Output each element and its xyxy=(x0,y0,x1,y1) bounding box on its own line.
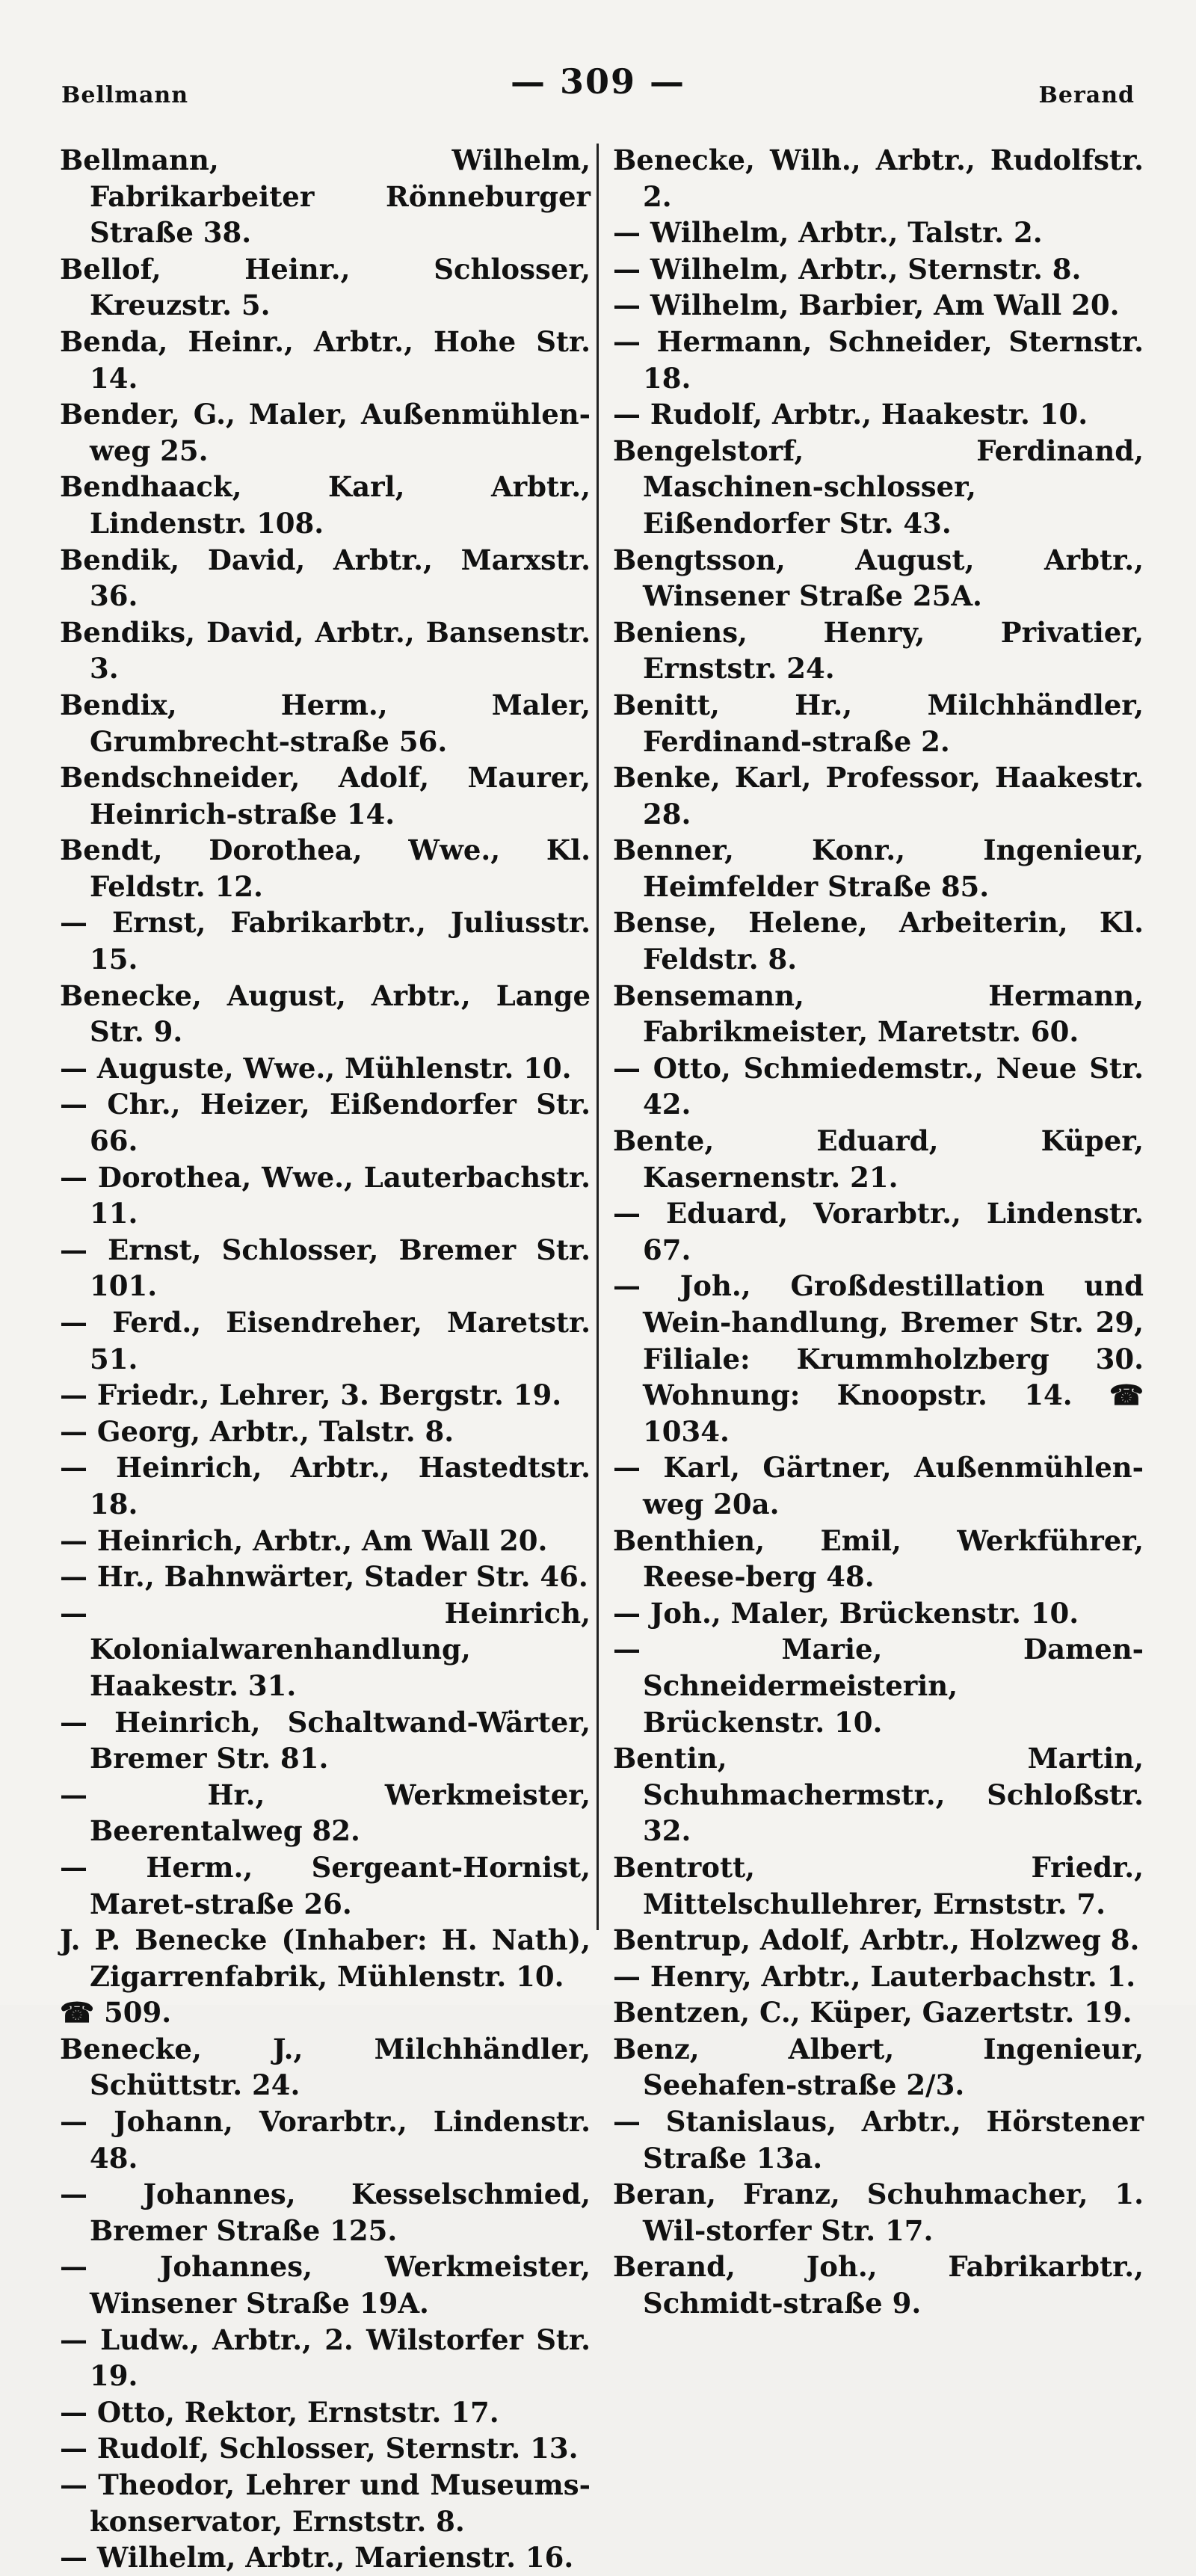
list-item: — Johannes, Kesselschmied, Bremer Straße 125. xyxy=(60,2178,591,2247)
list-item: — Heinrich, Arbtr., Am Wall 20. xyxy=(60,1523,548,1557)
list-item: Bense, Helene, Arbeiterin, Kl. Feldstr. 8. xyxy=(613,906,1144,976)
list-item: Bender, G., Maler, Außenmühlen-weg 25. xyxy=(60,398,591,467)
list-item: J. P. Benecke (Inhaber: H. Nath), Zigarrenfabrik, Mühlenstr. 10. xyxy=(60,1923,591,1993)
left-column xyxy=(60,142,591,2576)
list-item: Berand, Joh., Fabrikarbtr., Schmidt-straße 9. xyxy=(613,2250,1144,2320)
list-item: — Joh., Maler, Brückenstr. 10. xyxy=(613,1596,1079,1630)
list-item: — Ferd., Eisendreher, Maretstr. 51. xyxy=(60,1306,591,1375)
list-item: — Marie, Damen-Schneidermeisterin, Brückenstr. 10. xyxy=(613,1633,1144,1739)
list-item: Benda, Heinr., Arbtr., Hohe Str. 14. xyxy=(60,324,591,395)
list-item: — Friedr., Lehrer, 3. Bergstr. 19. xyxy=(60,1378,562,1412)
page-header xyxy=(54,61,1142,121)
list-item: Bendt, Dorothea, Wwe., Kl. Feldstr. 12. xyxy=(60,833,591,903)
list-item: — Karl, Gärtner, Außenmühlen-weg 20a. xyxy=(613,1451,1144,1520)
list-item: Bellof, Heinr., Schlosser, Kreuzstr. 5. xyxy=(60,252,591,322)
list-item: Benz, Albert, Ingenieur, Seehafen-straße 2/3. xyxy=(613,2032,1144,2102)
header-right-keyword: Berand xyxy=(1038,82,1135,108)
list-item: — Heinrich, Kolonialwarenhandlung, Haakestr. 31. xyxy=(60,1596,591,1702)
list-item: — Chr., Heizer, Eißendorfer Str. 66. xyxy=(60,1088,591,1158)
list-item: Bentrott, Friedr., Mittelschullehrer, Ernststr. 7. xyxy=(613,1850,1144,1920)
page-number: — 309 — xyxy=(510,61,686,102)
list-item: Bengtsson, August, Arbtr., Winsener Straße 25A. xyxy=(613,543,1144,613)
list-item: Benecke, August, Arbtr., Lange Str. 9. xyxy=(60,979,591,1049)
list-item: — Otto, Schmiedemstr., Neue Str. 42. xyxy=(613,1051,1144,1121)
list-item: — Henry, Arbtr., Lauterbachstr. 1. xyxy=(613,1959,1136,1993)
list-item: — Wilhelm, Arbtr., Sternstr. 8. xyxy=(613,252,1082,286)
list-item: Bellmann, Wilhelm, Fabrikarbeiter Rönneburger Straße 38. xyxy=(60,144,591,250)
list-item: — Joh., Großdestillation und Wein-handlung, Bremer Str. 29, Filiale: Krummholzberg 30. Wohnung: Knoopstr. 14. ☎ 1034. xyxy=(613,1269,1144,1448)
list-item: — Johann, Vorarbtr., Lindenstr. 48. xyxy=(60,2105,591,2175)
list-item: ☎ 509. xyxy=(60,1996,172,2030)
list-item: — Wilhelm, Arbtr., Talstr. 2. xyxy=(613,216,1043,250)
list-item: — Stanislaus, Arbtr., Hörstener Straße 13a. xyxy=(613,2105,1144,2175)
list-item: — Eduard, Vorarbtr., Lindenstr. 67. xyxy=(613,1197,1144,1266)
list-item: Bente, Eduard, Küper, Kasernenstr. 21. xyxy=(613,1124,1144,1194)
list-item: Beran, Franz, Schuhmacher, 1. Wil-storfer Str. 17. xyxy=(613,2178,1144,2247)
list-item: — Dorothea, Wwe., Lauterbachstr. 11. xyxy=(60,1160,591,1230)
column-divider xyxy=(597,144,599,1930)
list-item: Bendik, David, Arbtr., Marxstr. 36. xyxy=(60,543,591,613)
list-item: Bentzen, C., Küper, Gazertstr. 19. xyxy=(613,1996,1132,2030)
list-item: — Rudolf, Arbtr., Haakestr. 10. xyxy=(613,398,1088,431)
list-item: Bentin, Martin, Schuhmachermstr., Schloßstr. 32. xyxy=(613,1742,1144,1848)
list-item: Benke, Karl, Professor, Haakestr. 28. xyxy=(613,761,1144,831)
list-item: — Herm., Sergeant-Hornist, Maret-straße 26. xyxy=(60,1850,591,1920)
list-item: Beniens, Henry, Privatier, Ernststr. 24. xyxy=(613,615,1144,685)
list-item: Benitt, Hr., Milchhändler, Ferdinand-straße 2. xyxy=(613,688,1144,758)
list-item: — Ludw., Arbtr., 2. Wilstorfer Str. 19. xyxy=(60,2323,591,2393)
list-item: — Wilhelm, Arbtr., Marienstr. 16. xyxy=(60,2541,574,2575)
list-item: — Georg, Arbtr., Talstr. 8. xyxy=(60,1414,454,1448)
list-item: Bendiks, David, Arbtr., Bansenstr. 3. xyxy=(60,615,591,685)
list-item: — Heinrich, Schaltwand-Wärter, Bremer Str. 81. xyxy=(60,1705,591,1775)
list-item: Benner, Konr., Ingenieur, Heimfelder Straße 85. xyxy=(613,833,1144,903)
list-item: — Hr., Bahnwärter, Stader Str. 46. xyxy=(60,1560,588,1594)
list-item: — Hermann, Schneider, Sternstr. 18. xyxy=(613,324,1144,395)
list-item: Benecke, Wilh., Arbtr., Rudolfstr. 2. xyxy=(613,144,1144,213)
list-item: — Hr., Werkmeister, Beerentalweg 82. xyxy=(60,1778,591,1848)
list-item: Bendhaack, Karl, Arbtr., Lindenstr. 108. xyxy=(60,470,591,540)
list-item: — Wilhelm, Barbier, Am Wall 20. xyxy=(613,289,1120,322)
list-item: Bendschneider, Adolf, Maurer, Heinrich-straße 14. xyxy=(60,761,591,831)
list-item: Bensemann, Hermann, Fabrikmeister, Maretstr. 60. xyxy=(613,979,1144,1049)
list-item: — Johannes, Werkmeister, Winsener Straße 19A. xyxy=(60,2250,591,2320)
right-column xyxy=(613,142,1144,2322)
list-item: — Ernst, Fabrikarbtr., Juliusstr. 15. xyxy=(60,906,591,976)
list-item: Bendix, Herm., Maler, Grumbrecht-straße 56. xyxy=(60,688,591,758)
list-item: — Heinrich, Arbtr., Hastedtstr. 18. xyxy=(60,1451,591,1520)
list-item: Benecke, J., Milchhändler, Schüttstr. 24. xyxy=(60,2032,591,2102)
list-item: — Ernst, Schlosser, Bremer Str. 101. xyxy=(60,1233,591,1303)
list-item: — Theodor, Lehrer und Museums-konservator, Ernststr. 8. xyxy=(60,2468,591,2538)
list-item: — Auguste, Wwe., Mühlenstr. 10. xyxy=(60,1051,572,1085)
list-item: Bengelstorf, Ferdinand, Maschinen-schlosser, Eißendorfer Str. 43. xyxy=(613,434,1144,540)
list-item: — Otto, Rektor, Ernststr. 17. xyxy=(60,2395,499,2429)
list-item: — Rudolf, Schlosser, Sternstr. 13. xyxy=(60,2432,579,2465)
list-item: Bentrup, Adolf, Arbtr., Holzweg 8. xyxy=(613,1923,1140,1957)
header-left-keyword: Bellmann xyxy=(61,82,189,108)
list-item: Benthien, Emil, Werkführer, Reese-berg 48. xyxy=(613,1523,1144,1594)
